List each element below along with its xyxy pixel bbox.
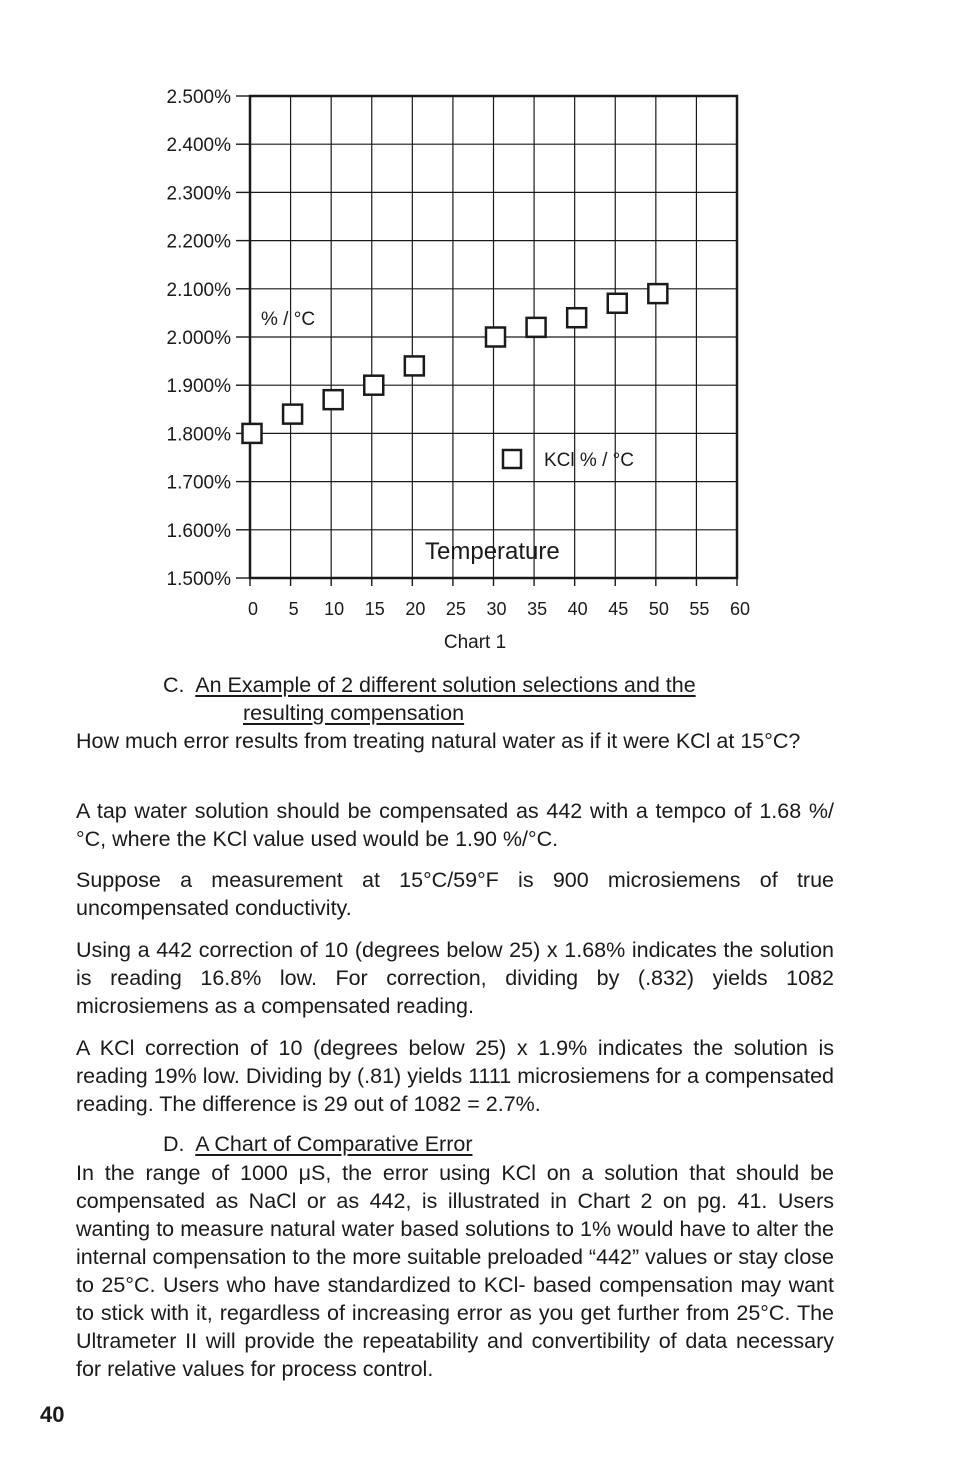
paragraph-442-correction: Using a 442 correction of 10 (degrees below 25) x 1.68% indicates the solution is reading 16.8% low. For correction, dividing by (.832) yields 1082 microsiemens as a compensated reading.	[76, 938, 834, 1018]
x-tick-label: 45	[608, 599, 629, 619]
x-tick-label: 55	[689, 599, 710, 619]
y-tick-label: 2.000%	[166, 328, 231, 349]
y-tick-label: 1.600%	[166, 520, 231, 542]
x-tick-label: 15	[364, 599, 385, 619]
y-tick-label: 2.200%	[166, 231, 231, 253]
page-number: 40	[40, 1402, 65, 1427]
y-tick-label: 2.400%	[166, 135, 231, 157]
data-point	[567, 308, 586, 327]
data-point	[527, 318, 546, 337]
x-tick-label: 20	[405, 599, 426, 619]
paragraph-question: How much error results from treating natural water as if it were KCl at 15°C?	[76, 729, 801, 753]
x-tick-label: 10	[324, 599, 345, 619]
chart-1	[0, 0, 954, 660]
x-tick-label: 0	[247, 599, 259, 619]
data-point	[486, 328, 505, 347]
x-axis-title: Temperature	[425, 538, 560, 565]
data-point	[405, 356, 424, 375]
data-point	[283, 405, 302, 424]
y-tick-label: 1.800%	[166, 424, 231, 446]
section-c-title-line1: An Example of 2 different solution selections and the	[195, 673, 696, 697]
y-tick-label: 2.500%	[166, 87, 231, 108]
x-tick-label: 40	[567, 599, 588, 619]
paragraph-comparative-error: In the range of 1000 μS, the error using KCl on a solution that should be compensated as NaCl or as 442, is illustrated in Chart 2 on pg. 41. Users wanting to measure natural water based solutions to 1% would have to alter the internal compensation to the more suitable preloaded “442” values or stay close to 25°C. Users who have standardized to KCl- based compensation may want to stick with it, regardless of increasing error as you get further from 25°C. The Ultrameter II will provide the repeatability and convertibility of data necessary for relative values for process control.	[76, 1161, 834, 1381]
section-c-title-line2: resulting compensation	[243, 701, 465, 725]
x-tick-label: 35	[527, 599, 548, 619]
section-d-letter: D.	[163, 1132, 185, 1156]
paragraph-measurement: Suppose a measurement at 15°C/59°F is 900 microsiemens of true uncompensated conductivity.	[76, 868, 834, 920]
x-tick-label: 30	[486, 599, 507, 619]
section-d-title: A Chart of Comparative Error	[195, 1132, 473, 1156]
paragraph-tap-water: A tap water solution should be compensated as 442 with a tempco of 1.68 %/°C, where the KCl value used would be 1.90 %/°C.	[76, 799, 834, 851]
y-tick-label: 1.900%	[166, 376, 231, 398]
data-point	[324, 390, 343, 409]
y-tick-label: 1.500%	[166, 569, 231, 590]
x-tick-label: 50	[648, 599, 669, 619]
section-d-heading	[163, 1130, 472, 1158]
section-c-letter: C.	[163, 673, 185, 697]
y-tick-label: 2.100%	[166, 279, 231, 301]
section-c-heading	[163, 671, 696, 699]
data-point	[608, 294, 627, 313]
data-points	[243, 284, 668, 443]
x-tick-label: 25	[445, 599, 466, 619]
paragraph-kcl-correction: A KCl correction of 10 (degrees below 25) x 1.9% indicates the solution is reading 19% low. Dividing by (.81) yields 1111 microsiemens for a compensated reading. The difference is 29 out of 1082 = 2.7%.	[76, 1036, 834, 1116]
x-tick-label: 5	[288, 599, 299, 619]
x-tick-label: 60	[729, 599, 751, 619]
chart-caption: Chart 1	[443, 632, 507, 653]
legend-label: KCl % / °C	[544, 450, 634, 471]
data-point	[648, 284, 667, 303]
data-point	[364, 376, 383, 395]
y-tick-label: 1.700%	[166, 472, 231, 494]
section-c-heading-line2	[243, 699, 464, 727]
data-point	[243, 424, 262, 443]
y-tick-label: 2.300%	[166, 183, 231, 205]
legend-marker	[503, 450, 521, 468]
y-axis-unit-label: % / °C	[261, 309, 316, 330]
